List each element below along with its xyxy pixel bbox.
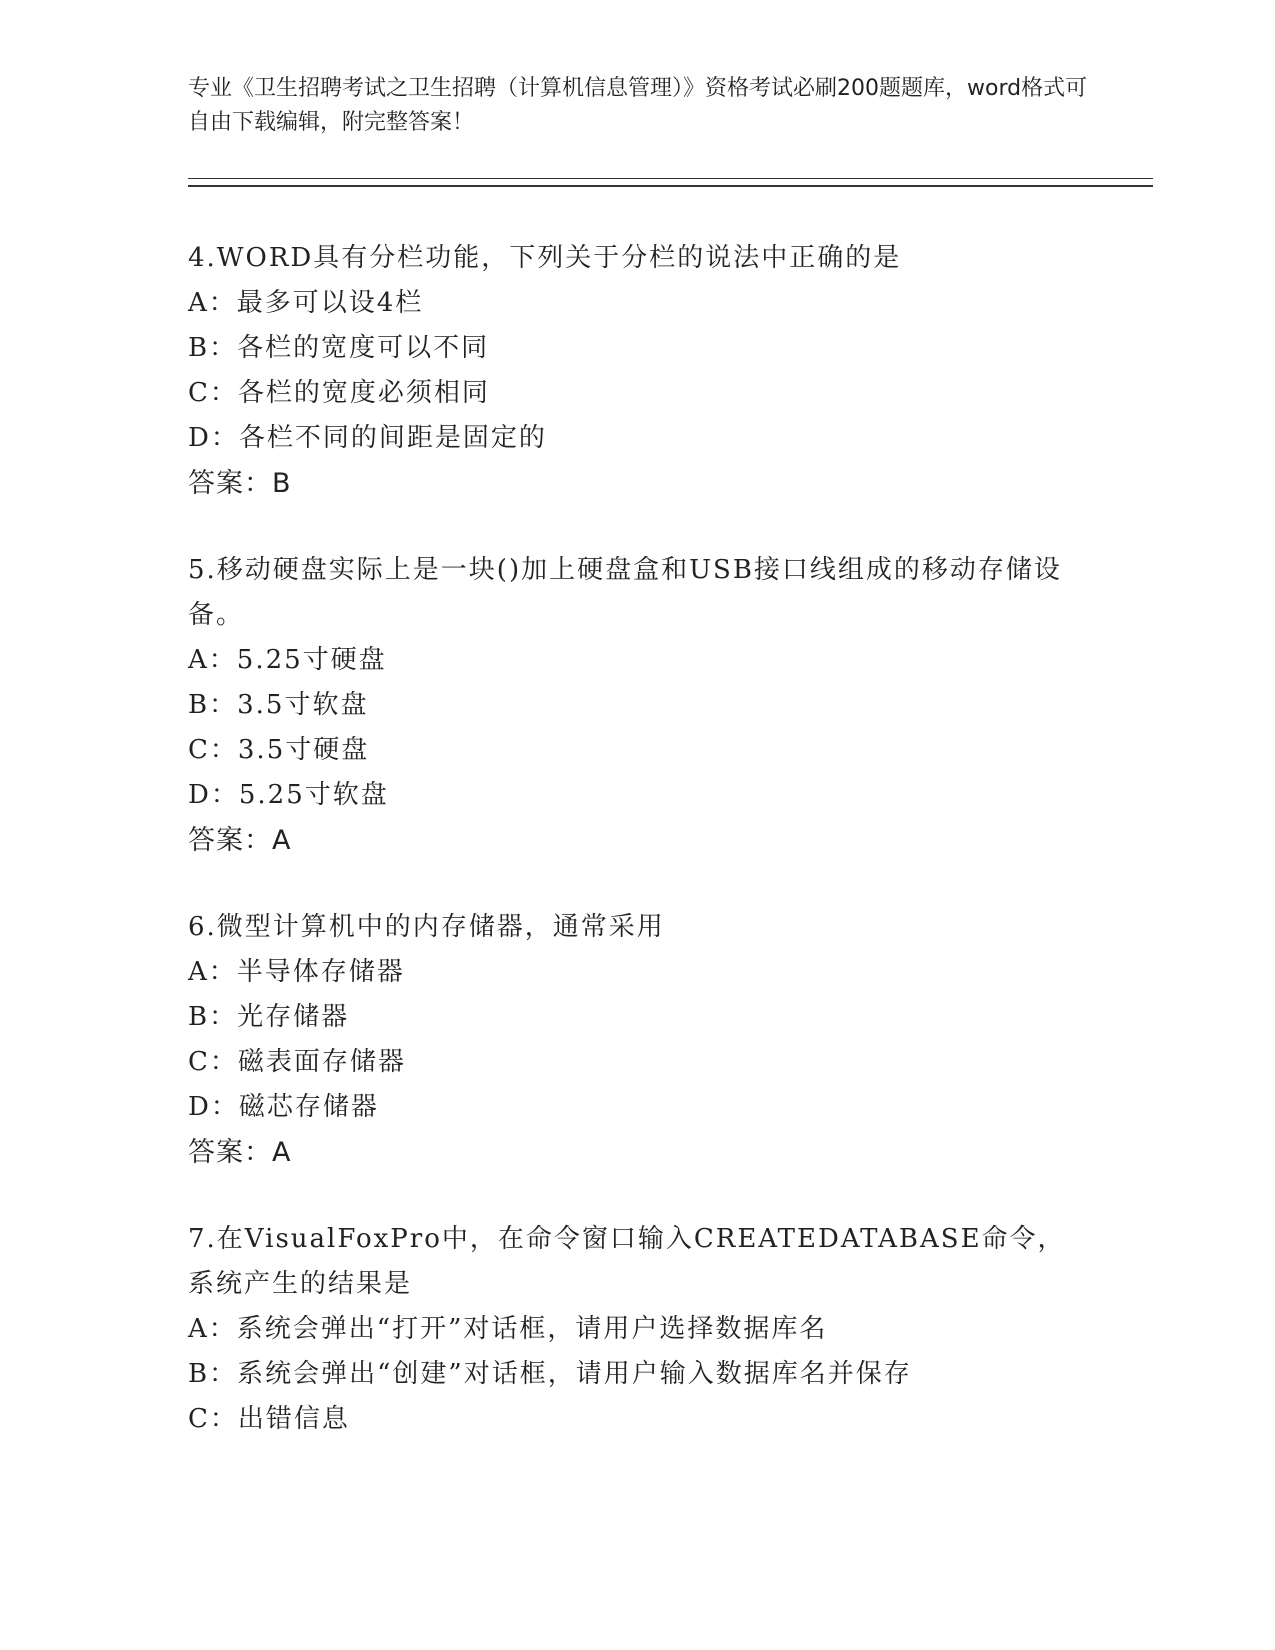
question-text: 6.微型计算机中的内存储器，通常采用 bbox=[188, 912, 665, 942]
option-c: C：3.5寸硬盘 bbox=[188, 735, 370, 765]
question-7 bbox=[188, 1217, 1088, 1442]
answer-label: 答案：B bbox=[188, 468, 292, 499]
question-text: 5.移动硬盘实际上是一块()加上硬盘盒和USB接口线组成的移动存储设备。 bbox=[188, 555, 1062, 630]
question-text: 4.WORD具有分栏功能，下列关于分栏的说法中正确的是 bbox=[188, 243, 902, 273]
question-6 bbox=[188, 905, 1088, 1175]
option-b: B：各栏的宽度可以不同 bbox=[188, 333, 490, 363]
option-c: C：出错信息 bbox=[188, 1404, 350, 1434]
document-header: 专业《卫生招聘考试之卫生招聘（计算机信息管理）》资格考试必刷200题题库，word格式可自由下载编辑，附完整答案！ bbox=[188, 76, 1088, 135]
answer-label: 答案：A bbox=[188, 1137, 292, 1168]
option-d: D：5.25寸软盘 bbox=[188, 780, 389, 810]
option-d: D：各栏不同的间距是固定的 bbox=[188, 423, 547, 453]
option-a: A：5.25寸硬盘 bbox=[188, 645, 387, 675]
answer-label: 答案：A bbox=[188, 825, 292, 856]
option-b: B：3.5寸软盘 bbox=[188, 690, 369, 720]
question-list bbox=[188, 236, 1088, 1484]
option-d: D：磁芯存储器 bbox=[188, 1092, 379, 1122]
option-b: B：系统会弹出“创建”对话框，请用户输入数据库名并保存 bbox=[188, 1359, 912, 1389]
question-4 bbox=[188, 236, 1088, 506]
option-a: A：系统会弹出“打开”对话框，请用户选择数据库名 bbox=[188, 1314, 828, 1344]
option-a: A：最多可以设4栏 bbox=[188, 288, 424, 318]
header-divider bbox=[188, 178, 1153, 187]
option-c: C：各栏的宽度必须相同 bbox=[188, 378, 490, 408]
option-b: B：光存储器 bbox=[188, 1002, 350, 1032]
question-text: 7.在VisualFoxPro中，在命令窗口输入CREATEDATABASE命令，系统产生的结果是 bbox=[188, 1224, 1066, 1299]
option-a: A：半导体存储器 bbox=[188, 957, 405, 987]
question-5 bbox=[188, 548, 1088, 863]
option-c: C：磁表面存储器 bbox=[188, 1047, 406, 1077]
